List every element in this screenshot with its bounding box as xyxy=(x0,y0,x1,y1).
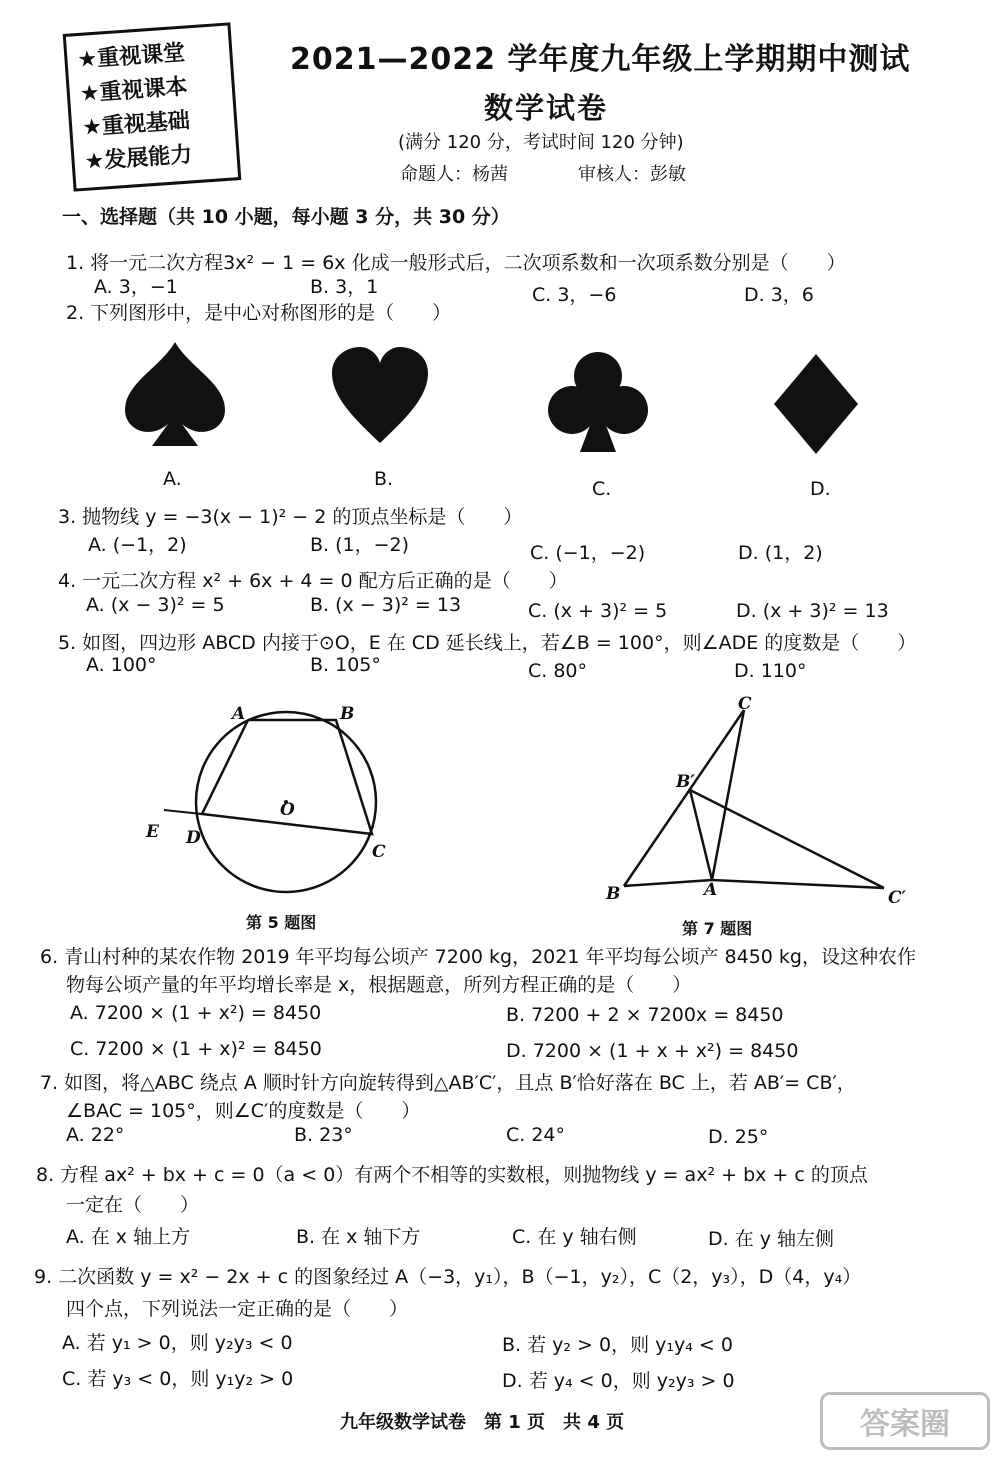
fig7-segment-bc xyxy=(624,710,744,886)
question-6: 6. 青山村种的某农作物 2019 年平均每公顷产 7200 kg，2021 年平均每公顷产 8450 kg，设这种农作 xyxy=(40,946,916,968)
fig7-label-c1: C′ xyxy=(888,888,907,908)
q2-option-c: C. xyxy=(592,478,612,500)
stamp-line: ★发展能力 xyxy=(83,142,194,175)
q3-option-b: B. (1，−2) xyxy=(310,534,410,556)
figure-7-diagram xyxy=(600,690,900,900)
section-heading: 一、选择题（共 10 小题，每小题 3 分，共 30 分） xyxy=(62,206,510,228)
q6-option-d: D. 7200 × (1 + x + x²) = 8450 xyxy=(506,1040,799,1062)
fig7-label-b: B xyxy=(606,884,621,904)
motto-stamp xyxy=(63,22,242,191)
fig5-label-d: D xyxy=(186,828,201,848)
q7-option-d: D. 25° xyxy=(708,1126,769,1148)
q4-option-c: C. (x + 3)² = 5 xyxy=(528,600,668,622)
question-4: 4. 一元二次方程 x² + 6x + 4 = 0 配方后正确的是（ ） xyxy=(58,570,568,592)
diamond-icon xyxy=(772,352,860,456)
fig7-label-a: A xyxy=(704,880,718,900)
stamp-line: ★重视课本 xyxy=(79,74,189,107)
question-9: 9. 二次函数 y = x² − 2x + c 的图象经过 A（−3，y₁），B（−1，y₂），C（2，y₃），D（4，y₄） xyxy=(34,1266,862,1288)
question-7-line2: ∠BAC = 105°，则∠C′的度数是（ ） xyxy=(66,1100,421,1122)
exam-subtitle: 数学试卷 xyxy=(484,91,609,125)
q1-option-b: B. 3，1 xyxy=(310,276,379,298)
q5-option-c: C. 80° xyxy=(528,660,588,682)
q3-option-c: C. (−1，−2) xyxy=(530,542,646,564)
exam-meta: (满分 120 分，考试时间 120 分钟) xyxy=(398,132,684,153)
question-3: 3. 抛物线 y = −3(x − 1)² − 2 的顶点坐标是（ ） xyxy=(58,506,523,528)
q6-option-c: C. 7200 × (1 + x)² = 8450 xyxy=(70,1038,322,1060)
fig7-label-c: C xyxy=(738,694,752,714)
q4-option-a: A. (x − 3)² = 5 xyxy=(86,594,225,616)
question-1: 1. 将一元二次方程3x² − 1 = 6x 化成一般形式后，二次项系数和一次项系数分别是（ ） xyxy=(66,252,846,274)
fig7-segment-ba xyxy=(624,880,712,886)
fig5-label-e: E xyxy=(146,822,159,842)
q5-option-d: D. 110° xyxy=(734,660,807,682)
question-2: 2. 下列图形中，是中心对称图形的是（ ） xyxy=(66,302,452,324)
q5-option-a: A. 100° xyxy=(86,654,157,676)
figure-5-diagram xyxy=(140,690,400,900)
q2-option-d: D. xyxy=(810,478,831,500)
question-5: 5. 如图，四边形 ABCD 内接于⊙O，E 在 CD 延长线上，若∠B = 100°，则∠ADE 的度数是（ ） xyxy=(58,632,917,654)
exam-reviewer: 审核人：彭敏 xyxy=(578,164,686,185)
q2-option-a: A. xyxy=(163,468,182,490)
fig5-label-o: O xyxy=(280,800,295,820)
page-footer: 九年级数学试卷 第 1 页 共 4 页 xyxy=(340,1412,625,1433)
q4-option-d: D. (x + 3)² = 13 xyxy=(736,600,889,622)
exam-title: 2021—2022 学年度九年级上学期期中测试 xyxy=(290,42,911,77)
q1-option-d: D. 3，6 xyxy=(744,284,814,306)
q4-option-b: B. (x − 3)² = 13 xyxy=(310,594,462,616)
q8-option-a: A. 在 x 轴上方 xyxy=(66,1226,191,1248)
question-8-line2: 一定在（ ） xyxy=(66,1194,200,1216)
question-7: 7. 如图，将△ABC 绕点 A 顺时针方向旋转得到△AB′C′，且点 B′恰好落在 BC 上，若 AB′= CB′， xyxy=(40,1072,856,1094)
q1-option-a: A. 3，−1 xyxy=(94,276,178,298)
q7-option-a: A. 22° xyxy=(66,1124,125,1146)
fig7-label-b1: B′ xyxy=(676,772,695,792)
fig5-label-c: C xyxy=(372,842,386,862)
stamp-line: ★重视基础 xyxy=(81,108,191,141)
q5-option-b: B. 105° xyxy=(310,654,381,676)
q3-option-d: D. (1，2) xyxy=(738,542,823,564)
club-icon xyxy=(548,350,648,454)
fig5-caption: 第 5 题图 xyxy=(246,913,317,932)
fig7-segment-ac1 xyxy=(712,880,884,888)
q6-option-b: B. 7200 + 2 × 7200x = 8450 xyxy=(506,1004,784,1026)
q9-option-c: C. 若 y₃ < 0，则 y₁y₂ > 0 xyxy=(62,1368,294,1390)
fig7-caption: 第 7 题图 xyxy=(682,919,753,938)
spade-icon xyxy=(120,338,230,450)
q1-option-c: C. 3，−6 xyxy=(532,284,617,306)
exam-author: 命题人：杨茜 xyxy=(400,164,508,185)
heart-icon xyxy=(330,345,430,445)
q9-option-a: A. 若 y₁ > 0，则 y₂y₃ < 0 xyxy=(62,1332,293,1354)
question-9-line2: 四个点，下列说法一定正确的是（ ） xyxy=(66,1298,409,1320)
q7-option-c: C. 24° xyxy=(506,1124,566,1146)
question-8: 8. 方程 ax² + bx + c = 0（a < 0）有两个不相等的实数根，则抛物线 y = ax² + bx + c 的顶点 xyxy=(36,1164,868,1186)
stamp-line: ★重视课堂 xyxy=(76,40,186,74)
fig7-segment-ab1 xyxy=(690,790,712,880)
fig5-label-a: A xyxy=(232,704,246,724)
q9-option-d: D. 若 y₄ < 0，则 y₂y₃ > 0 xyxy=(502,1370,735,1392)
q9-option-b: B. 若 y₂ > 0，则 y₁y₄ < 0 xyxy=(502,1334,733,1356)
q8-option-c: C. 在 y 轴右侧 xyxy=(512,1226,637,1248)
q3-option-a: A. (−1，2) xyxy=(88,534,187,556)
question-6-line2: 物每公顷产量的年平均增长率是 x，根据题意，所列方程正确的是（ ） xyxy=(66,974,692,996)
q2-option-b: B. xyxy=(374,468,394,490)
q8-option-b: B. 在 x 轴下方 xyxy=(296,1226,421,1248)
q7-option-b: B. 23° xyxy=(294,1124,353,1146)
q6-option-a: A. 7200 × (1 + x²) = 8450 xyxy=(70,1002,322,1024)
watermark-logo: 答案圈 xyxy=(820,1392,990,1450)
fig5-label-b: B xyxy=(340,704,355,724)
q8-option-d: D. 在 y 轴左侧 xyxy=(708,1228,835,1250)
